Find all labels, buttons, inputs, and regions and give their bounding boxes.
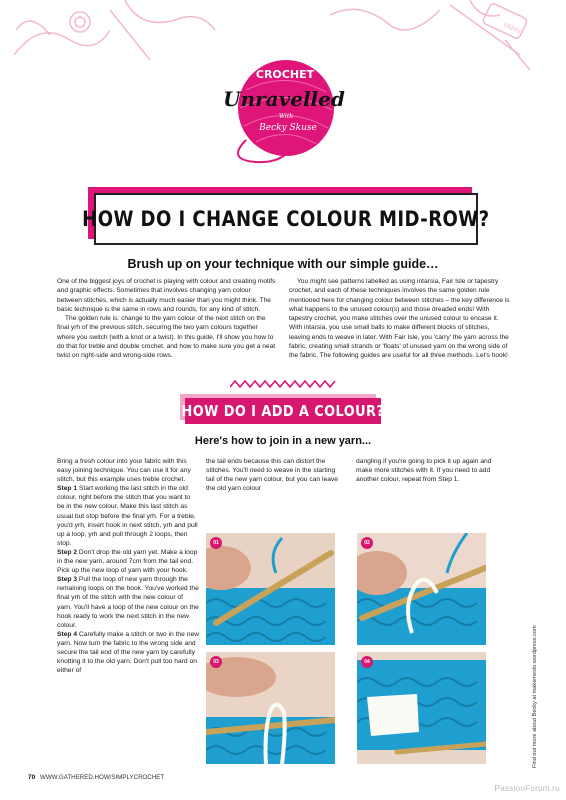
intro-paragraph: The golden rule is: change to the yarn colour of the next stitch on the final yrh of the previous stitch, securing the two yarn colours together where you switch (with a knot or a twist). In this guide, I'll show you how to do that for treble and double crochet, and how to make sure you get a neat twist on right-side and wrong-side rows. [57,315,276,360]
photo-number: 03 [210,656,222,668]
step-4-label: Step 4 [57,630,78,638]
photo-number: 02 [361,537,373,549]
logo-with: With [278,113,294,120]
intro-column-2 [289,277,511,361]
section-title: HOW DO I ADD A COLOUR? [181,402,385,420]
zigzag-divider [230,379,336,389]
step-3-text: Pull the loop of new yarn through the remaining loops on the hook. You've worked the final yrh of the stitch with the new colour of yarn. You'll have a loop of the new colour on the hook ready to work the next stitch in the new colour. [57,576,199,629]
yarn-strand-doodle [14,30,110,55]
step-3-label: Step 3 [57,576,78,584]
column-logo [216,50,352,170]
intro-column-1 [57,277,277,361]
watermark: PassionForum.ru [494,784,560,793]
step-photo-4 [357,652,486,764]
step-2-text: Don't drop the old yarn yet. Make a loop in the new yarn, around 7cm from the tail end. Pick up the new loop of yarn with your hook. [57,548,198,575]
step-2-label: Step 2 [57,548,78,556]
intro-paragraph: One of the biggest joys of crochet is playing with colour and creating motifs and graphic effects. Sometimes that involves changing yarn colour between stitches, which is actually much easier than you might think. The basic technique is the same in rows and rounds, for any kind of stitch. [57,278,276,313]
footer-url: WWW.GATHERED.HOW/SIMPLYCROCHET [40,774,165,781]
section-banner [181,398,385,424]
photo-number: 04 [361,656,373,668]
steps-column-2: the tail ends because this can distort the stitches. You'll need to weave in the starting tail of the new yarn colour, but you can leave the old yarn colour [206,458,338,493]
step-1-label: Step 1 [57,485,78,493]
steps-intro: Bring a fresh colour into your fabric with this easy joining technique. You can use it for any stitch, but this example uses treble crochet. [57,458,191,484]
steps-column-3: dangling if you're going to pick it up again and make more stitches with it. If you need to add another colour, repeat from Step 1. [356,458,492,484]
yarn-tag-label: YARN [501,21,522,36]
step-photo-3 [206,652,335,764]
step-4-text: Carefully make a stitch or two in the new yarn. Now turn the fabric to the wrong side and secure the tail end of the new yarn by carefully knotting it to the old yarn. Don't pull too hard on either of [57,630,199,675]
step-photo-2 [357,533,486,645]
logo-author: Becky Skuse [259,123,317,133]
photo-number: 01 [210,537,222,549]
side-note: Find out more about Becky at makemeslo.wordpress.com [532,625,538,768]
page-subtitle: Brush up on your technique with our simple guide… [127,257,439,271]
step-photo-1 [206,533,335,645]
step-1-text: Start working the last stitch in the old colour, right before the stitch that you want to be in the new colour. Make this last stitch as usual but stop before the final yrh. For a treble, you'd yrh, insert hook in next stitch, yrh and pull up a loop, yrh and pull through 2 loops, then stop. [57,485,198,547]
page-title: HOW DO I CHANGE COLOUR MID-ROW? [82,207,490,231]
intro-paragraph: You might see patterns labelled as using intarsia, Fair Isle or tapestry crochet, and each of these techniques involves the same golden rule mentioned here for changing colour between stitches – the key difference is what happens to the unused colour(s) and those dreaded ends! With tapestry crochet, you make stitches over the unused colour to encase it. With intarsia, you use small balls to make different blocks of stitches, leaving ends to weave in later. With Fair Isle, you 'carry' the yarn across the fabric, creating small strands or 'floats' of unused yarn on the wrong side of the fabric. The following guides are useful for all three methods. Let's hook! [289,278,510,360]
headline-box [82,193,490,245]
steps-column-1 [57,457,199,675]
page-number: 70 [28,774,36,781]
section-subtitle: Here's how to join in a new yarn... [194,435,372,447]
logo-crochet: CROCHET [255,68,315,81]
logo-unravelled: Unravelled [223,87,345,111]
